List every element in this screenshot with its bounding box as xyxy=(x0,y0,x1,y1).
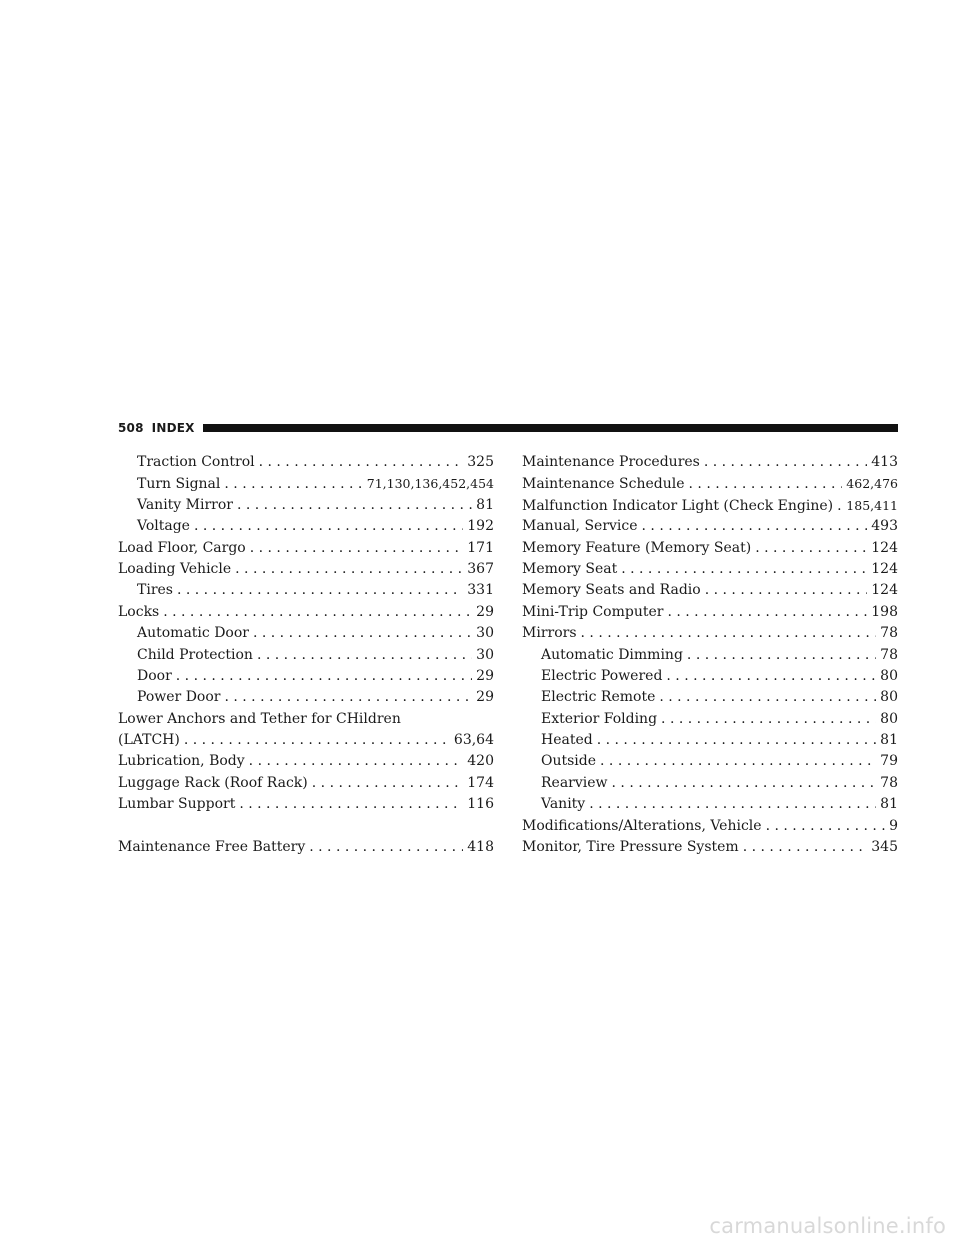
index-entry xyxy=(522,773,898,794)
index-entry-label: Maintenance Procedures xyxy=(522,454,700,470)
index-column-left xyxy=(118,452,494,858)
dot-leader xyxy=(689,474,843,495)
index-entry xyxy=(118,837,494,858)
index-entry-page: 331 xyxy=(467,582,494,599)
index-entry-page: 78 xyxy=(880,774,898,791)
index-entry xyxy=(118,645,494,666)
index-entry-label: Vanity xyxy=(541,796,586,813)
dot-leader xyxy=(250,538,464,559)
index-entry xyxy=(118,794,494,815)
dot-leader xyxy=(837,496,842,517)
header-rule xyxy=(203,424,898,432)
dot-leader xyxy=(177,580,463,601)
index-entry-page: 78 xyxy=(880,646,898,663)
index-entry-page: 81 xyxy=(880,732,898,749)
index-entry-page: 30 xyxy=(476,625,494,642)
index-entry-page: 174 xyxy=(467,774,494,791)
index-entry xyxy=(522,794,898,815)
index-entry-label: Outside xyxy=(541,753,597,770)
dot-leader xyxy=(581,623,877,644)
index-entry xyxy=(522,473,898,494)
index-column-right xyxy=(522,452,898,858)
index-entry-label: Maintenance Schedule xyxy=(522,476,685,493)
index-entry-label: Modifications/Alterations, Vehicle xyxy=(522,817,762,834)
index-entry-label: Load Floor, Cargo xyxy=(118,539,246,556)
index-entry-label: Door xyxy=(137,667,172,684)
index-entry-page: 418 xyxy=(467,839,494,856)
index-entry-label: Voltage xyxy=(137,518,190,535)
index-entry-page: 198 xyxy=(871,603,898,620)
index-entry xyxy=(522,837,898,858)
index-entry-label: Automatic Door xyxy=(137,625,249,642)
index-entry-page: 345 xyxy=(871,839,898,856)
dot-leader xyxy=(239,794,463,815)
dot-leader xyxy=(259,452,464,473)
index-entry-page: 80 xyxy=(880,710,898,727)
index-entry-label: Mirrors xyxy=(522,625,577,642)
index-entry xyxy=(522,580,898,601)
index-entry xyxy=(522,730,898,751)
index-entry-label: Lumbar Support xyxy=(118,796,236,813)
index-entry-label: Vanity Mirror xyxy=(137,496,233,513)
index-entry xyxy=(522,495,898,516)
index-entry xyxy=(118,516,494,537)
dot-leader xyxy=(312,773,464,794)
index-entry xyxy=(522,709,898,730)
dot-leader xyxy=(705,580,868,601)
index-entry xyxy=(522,559,898,580)
index-entry-label: Monitor, Tire Pressure System xyxy=(522,839,739,856)
dot-leader xyxy=(621,559,867,580)
dot-leader xyxy=(597,730,876,751)
index-entry-label: Child Protection xyxy=(137,646,253,663)
index-entry-page: 462,476 xyxy=(846,476,898,492)
index-entry xyxy=(118,452,494,473)
index-entry-page: 116 xyxy=(467,796,494,813)
dot-leader xyxy=(642,516,868,537)
index-entry xyxy=(118,687,494,708)
index-entry xyxy=(118,580,494,601)
index-entry xyxy=(118,495,494,516)
index-entry-page: 9 xyxy=(889,817,898,834)
page-header xyxy=(118,420,898,436)
index-entry-label: Memory Seat xyxy=(522,560,618,577)
index-entry-page: 30 xyxy=(476,646,494,663)
index-entry-label: Loading Vehicle xyxy=(118,560,232,577)
index-entry-label: Locks xyxy=(118,603,160,620)
index-entry-page: 29 xyxy=(476,603,494,620)
dot-leader xyxy=(755,538,867,559)
index-entry xyxy=(522,452,898,473)
dot-leader xyxy=(235,559,463,580)
index-entry-label: Memory Feature (Memory Seat) xyxy=(522,539,752,556)
index-entry-label: Exterior Folding xyxy=(541,710,658,727)
index-entry-label: Automatic Dimming xyxy=(541,646,683,663)
dot-leader xyxy=(224,474,362,495)
index-entry-label: Power Door xyxy=(137,689,221,706)
index-entry-page: 420 xyxy=(467,753,494,770)
index-entry xyxy=(118,473,494,494)
index-entry-page: 124 xyxy=(871,539,898,556)
dot-leader xyxy=(687,645,876,666)
index-entry-page: 185,411 xyxy=(846,497,898,513)
index-entry-label: (LATCH) xyxy=(118,732,180,749)
index-entry xyxy=(118,751,494,772)
index-entry-label: Lower Anchors and Tether for CHildren xyxy=(118,710,401,727)
dot-leader xyxy=(249,751,464,772)
index-entry xyxy=(118,623,494,644)
index-entry xyxy=(118,773,494,794)
index-entry-page: 81 xyxy=(476,496,494,513)
index-entry-label: Malfunction Indicator Light (Check Engine) xyxy=(522,497,834,514)
index-entry-label: Mini-Trip Computer xyxy=(522,603,664,620)
dot-leader xyxy=(666,666,876,687)
index-entry xyxy=(522,538,898,559)
index-entry-label: Electric Remote xyxy=(541,689,656,706)
index-entry-label: Lubrication, Body xyxy=(118,753,245,770)
index-entry-label: Memory Seats and Radio xyxy=(522,582,701,599)
index-entry xyxy=(522,623,898,644)
index-entry xyxy=(118,730,494,751)
dot-leader xyxy=(176,666,472,687)
index-entry xyxy=(118,538,494,559)
dot-leader xyxy=(237,495,472,516)
index-entry-page: 81 xyxy=(880,796,898,813)
index-entry-label: Turn Signal xyxy=(137,476,221,493)
index-entry xyxy=(522,816,898,837)
index-entry-label: Manual, Service xyxy=(522,518,638,535)
index-entry-page: 29 xyxy=(476,667,494,684)
dot-leader xyxy=(743,837,868,858)
index-entry-label: Traction Control xyxy=(137,454,255,470)
dot-leader xyxy=(309,837,463,858)
dot-leader xyxy=(184,730,450,751)
index-entry xyxy=(118,559,494,580)
dot-leader xyxy=(704,452,867,473)
index-spacer xyxy=(118,816,494,837)
index-entry xyxy=(522,751,898,772)
dot-leader xyxy=(667,602,867,623)
index-entry-page: 78 xyxy=(880,625,898,642)
index-entry-page: 80 xyxy=(880,667,898,684)
dot-leader xyxy=(659,687,876,708)
index-entry xyxy=(522,645,898,666)
index-entry-label: Maintenance Free Battery xyxy=(118,839,306,856)
page-number: 508 xyxy=(118,421,144,435)
index-entry-label: Tires xyxy=(137,582,173,599)
dot-leader xyxy=(661,709,876,730)
dot-leader xyxy=(194,516,463,537)
index-entry-page: 367 xyxy=(467,560,494,577)
index-entry-page: 171 xyxy=(467,539,494,556)
index-entry xyxy=(522,666,898,687)
index-entry xyxy=(118,666,494,687)
index-entry xyxy=(522,602,898,623)
index-entry-page: 124 xyxy=(871,582,898,599)
index-entry-label: Heated xyxy=(541,732,593,749)
dot-leader xyxy=(600,751,876,772)
index-entry xyxy=(118,709,494,730)
dot-leader xyxy=(163,602,472,623)
index-entry xyxy=(522,687,898,708)
index-entry-page: 493 xyxy=(871,518,898,535)
dot-leader xyxy=(612,773,877,794)
index-entry-page: 124 xyxy=(871,560,898,577)
dot-leader xyxy=(766,816,886,837)
index-entry-page: 29 xyxy=(476,689,494,706)
index-entry-page: 80 xyxy=(880,689,898,706)
dot-leader xyxy=(224,687,472,708)
index-entry-label: Electric Powered xyxy=(541,667,663,684)
index-entry-label: Rearview xyxy=(541,774,608,791)
dot-leader xyxy=(253,623,472,644)
dot-leader xyxy=(589,794,876,815)
index-entry-label: Luggage Rack (Roof Rack) xyxy=(118,774,308,791)
index-entry xyxy=(118,602,494,623)
watermark: carmanualsonline.info xyxy=(709,1214,946,1238)
index-entry-page: 325 xyxy=(467,454,494,470)
index-entry-page: 79 xyxy=(880,753,898,770)
index-entry-page: 71,130,136,452,454 xyxy=(366,476,494,492)
index-entry-page: 192 xyxy=(467,518,494,535)
index-entry-page: 63,64 xyxy=(453,732,494,749)
section-title: INDEX xyxy=(151,421,195,435)
dot-leader xyxy=(257,645,472,666)
index-entry-page: 413 xyxy=(871,454,898,470)
index-entry xyxy=(522,516,898,537)
